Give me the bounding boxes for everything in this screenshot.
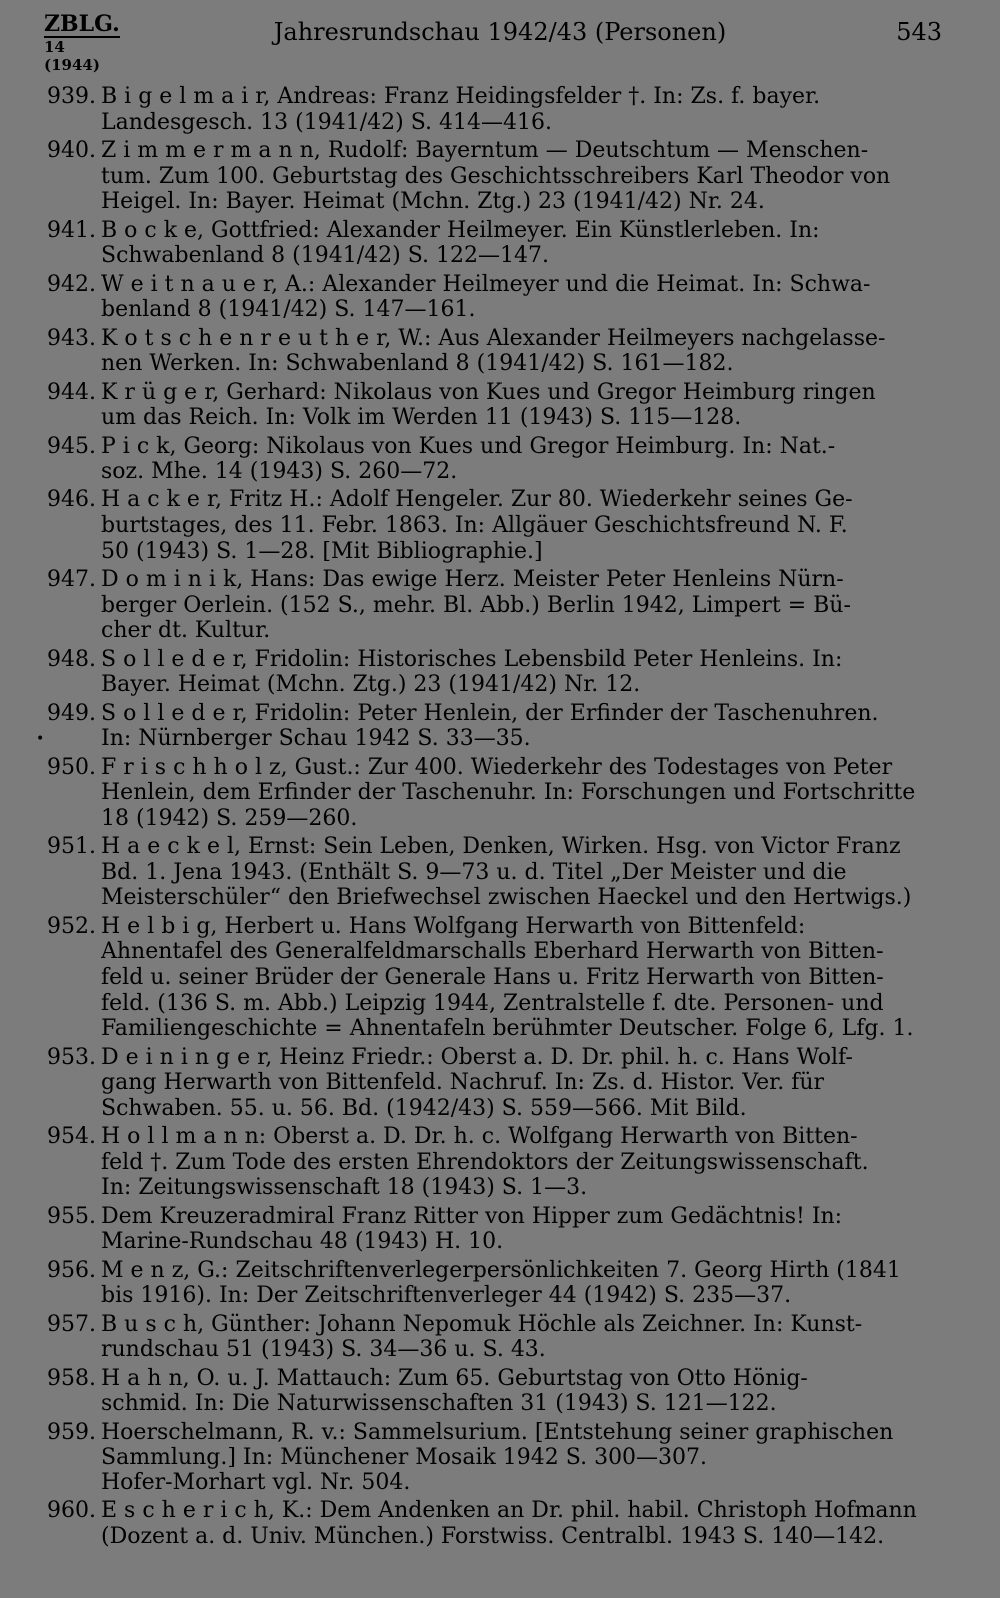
entry-line: burtstages, des 11. Febr. 1863. In: Allgäuer Geschichtsfreund N. F. bbox=[101, 513, 848, 539]
entry-line: 50 (1943) S. 1—28. [Mit Bibliographie.] bbox=[101, 538, 543, 564]
entry-number: 944. bbox=[47, 379, 96, 405]
bibliography-entry bbox=[40, 218, 945, 269]
bibliography-entry bbox=[40, 647, 945, 698]
entry-line: Schwabenland 8 (1941/42) S. 122—147. bbox=[101, 243, 549, 269]
entry-line: Schwaben. 55. u. 56. Bd. (1942/43) S. 559—566. Mit Bild. bbox=[101, 1095, 747, 1121]
bibliography-entry bbox=[40, 834, 945, 911]
entry-line: K o t s c h e n r e u t h e r, W.: Aus Alexander Heilmeyers nachgelasse- bbox=[101, 325, 886, 351]
entry-number: 958. bbox=[47, 1365, 96, 1391]
entry-line: (Dozent a. d. Univ. München.) Forstwiss. Centralbl. 1943 S. 140—142. bbox=[101, 1523, 885, 1549]
journal-code: ZBLG. bbox=[44, 11, 120, 37]
entry-line: Meisterschüler“ den Briefwechsel zwischen Haeckel und den Hertwigs.) bbox=[101, 885, 912, 911]
entry-line: 18 (1942) S. 259—260. bbox=[101, 805, 358, 831]
entry-number: 957. bbox=[47, 1311, 96, 1337]
bibliography-entry bbox=[40, 1420, 945, 1496]
entry-line: tum. Zum 100. Geburtstag des Geschichtsschreibers Karl Theodor von bbox=[101, 163, 891, 189]
bibliography-entry bbox=[40, 487, 945, 564]
entry-line: S o l l e d e r, Fridolin: Peter Henlein, der Erfinder der Taschenuhren. bbox=[101, 700, 879, 726]
entry-line: Z i m m e r m a n n, Rudolf: Bayerntum — Deutschtum — Menschen- bbox=[101, 137, 869, 163]
entry-line: Sammlung.] In: Münchener Mosaik 1942 S. 300—307. bbox=[101, 1445, 708, 1471]
bibliography-entry bbox=[40, 1498, 945, 1549]
bibliography-entry bbox=[40, 272, 945, 323]
entry-line: H a c k e r, Fritz H.: Adolf Hengeler. Zur 80. Wiederkehr seines Ge- bbox=[101, 487, 853, 513]
bibliography-list bbox=[36, 84, 945, 1552]
bibliography-entry bbox=[40, 138, 945, 215]
bibliography-entry bbox=[40, 380, 945, 431]
entry-line: Dem Kreuzeradmiral Franz Ritter von Hipper zum Gedächtnis! In: bbox=[101, 1203, 843, 1229]
entry-line: Landesgesch. 13 (1941/42) S. 414—416. bbox=[101, 109, 552, 135]
entry-line: H a h n, O. u. J. Mattauch: Zum 65. Geburtstag von Otto Hönig- bbox=[101, 1365, 808, 1391]
entry-number: 960. bbox=[47, 1498, 96, 1524]
entry-number: 951. bbox=[47, 834, 96, 860]
entry-number: 955. bbox=[47, 1203, 96, 1229]
entry-number: 949. bbox=[47, 700, 96, 726]
margin-mark: • bbox=[36, 730, 45, 747]
entry-line: Ahnentafel des Generalfeldmarschalls Eberhard Herwarth von Bitten- bbox=[101, 939, 884, 965]
entry-line: Heigel. In: Bayer. Heimat (Mchn. Ztg.) 23 (1941/42) Nr. 24. bbox=[101, 189, 765, 215]
bibliography-entry bbox=[40, 1312, 945, 1363]
entry-line: P i c k, Georg: Nikolaus von Kues und Gregor Heimburg. In: Nat.- bbox=[101, 433, 836, 459]
bibliography-entry bbox=[40, 914, 945, 1042]
entry-line: bis 1916). In: Der Zeitschriftenverleger 44 (1942) S. 235—37. bbox=[101, 1283, 792, 1309]
entry-line: um das Reich. In: Volk im Werden 11 (1943) S. 115—128. bbox=[101, 405, 742, 431]
entry-line: W e i t n a u e r, A.: Alexander Heilmeyer und die Heimat. In: Schwa- bbox=[101, 271, 871, 297]
entry-number: 956. bbox=[47, 1257, 96, 1283]
bibliography-entry bbox=[40, 434, 945, 485]
bibliography-entry bbox=[36, 700, 945, 752]
entry-number: 946. bbox=[47, 487, 96, 513]
journal-volume: 14 (1944) bbox=[44, 38, 100, 74]
page-title: Jahresrundschau 1942/43 (Personen) bbox=[273, 18, 727, 46]
entry-number: 940. bbox=[47, 137, 96, 163]
entry-line: In: Zeitungswissenschaft 18 (1943) S. 1—3. bbox=[101, 1175, 588, 1201]
bibliography-entry bbox=[40, 1124, 945, 1201]
entry-line: feld †. Zum Tode des ersten Ehrendoktors der Zeitungswissenschaft. bbox=[101, 1149, 869, 1175]
entry-line: M e n z, G.: Zeitschriftenverlegerpersönlichkeiten 7. Georg Hirth (1841 bbox=[101, 1257, 901, 1283]
bibliography-entry bbox=[40, 1045, 945, 1122]
entry-number: 954. bbox=[47, 1124, 96, 1150]
entry-line: gang Herwarth von Bittenfeld. Nachruf. In: Zs. d. Histor. Ver. für bbox=[101, 1070, 825, 1096]
entry-line: berger Oerlein. (152 S., mehr. Bl. Abb.) Berlin 1942, Limpert = Bü- bbox=[101, 592, 851, 618]
entry-line: Bd. 1. Jena 1943. (Enthält S. 9—73 u. d. Titel „Der Meister und die bbox=[101, 859, 847, 885]
entry-line: H o l l m a n n: Oberst a. D. Dr. h. c. Wolfgang Herwarth von Bitten- bbox=[101, 1124, 858, 1150]
bibliography-entry bbox=[40, 326, 945, 377]
bibliography-entry bbox=[40, 567, 945, 644]
entry-line: B o c k e, Gottfried: Alexander Heilmeyer. Ein Künstlerleben. In: bbox=[101, 217, 820, 243]
entry-number: 959. bbox=[47, 1419, 96, 1445]
entry-line: schmid. In: Die Naturwissenschaften 31 (1943) S. 121—122. bbox=[101, 1391, 777, 1417]
entry-number: 948. bbox=[47, 646, 96, 672]
bibliography-entry bbox=[40, 84, 945, 135]
entry-line: H e l b i g, Herbert u. Hans Wolfgang Herwarth von Bittenfeld: bbox=[101, 913, 806, 939]
entry-line: Henlein, dem Erfinder der Taschenuhr. In: Forschungen und Fortschritte bbox=[101, 780, 916, 806]
entry-line: B u s c h, Günther: Johann Nepomuk Höchle als Zeichner. In: Kunst- bbox=[101, 1311, 863, 1337]
entry-number: 945. bbox=[47, 433, 96, 459]
cross-reference: Hofer-Morhart vgl. Nr. 504. bbox=[101, 1469, 411, 1495]
bibliography-entry bbox=[40, 1366, 945, 1417]
entry-line: D o m i n i k, Hans: Das ewige Herz. Meister Peter Henleins Nürn- bbox=[101, 567, 844, 593]
entry-line: S o l l e d e r, Fridolin: Historisches Lebensbild Peter Henleins. In: bbox=[101, 646, 843, 672]
entry-line: H a e c k e l, Ernst: Sein Leben, Denken, Wirken. Hsg. von Victor Franz bbox=[101, 834, 901, 860]
entry-number: 947. bbox=[47, 567, 96, 593]
entry-line: Familiengeschichte = Ahnentafeln berühmter Deutscher. Folge 6, Lfg. 1. bbox=[101, 1016, 914, 1042]
bibliography-entry bbox=[40, 1258, 945, 1309]
entry-line: E s c h e r i c h, K.: Dem Andenken an Dr. phil. habil. Christoph Hofmann bbox=[101, 1498, 917, 1524]
entry-line: Bayer. Heimat (Mchn. Ztg.) 23 (1941/42) Nr. 12. bbox=[101, 672, 641, 698]
entry-line: B i g e l m a i r, Andreas: Franz Heidingsfelder †. In: Zs. f. bayer. bbox=[101, 84, 821, 109]
entry-number: 950. bbox=[47, 754, 96, 780]
entry-number: 941. bbox=[47, 217, 96, 243]
entry-line: soz. Mhe. 14 (1943) S. 260—72. bbox=[101, 459, 458, 485]
bibliography-entry bbox=[40, 1204, 945, 1255]
entry-line: cher dt. Kultur. bbox=[101, 618, 271, 644]
entry-line: feld u. seiner Brüder der Generale Hans u. Fritz Herwarth von Bitten- bbox=[101, 964, 884, 990]
entry-line: nen Werken. In: Schwabenland 8 (1941/42) S. 161—182. bbox=[101, 351, 734, 377]
entry-line: Marine-Rundschau 48 (1943) H. 10. bbox=[101, 1229, 504, 1255]
entry-number: 953. bbox=[47, 1044, 96, 1070]
entry-line: rundschau 51 (1943) S. 34—36 u. S. 43. bbox=[101, 1337, 546, 1363]
entry-line: Hoerschelmann, R. v.: Sammelsurium. [Entstehung seiner graphischen bbox=[101, 1419, 894, 1445]
entry-number: 942. bbox=[47, 271, 96, 297]
entry-line: In: Nürnberger Schau 1942 S. 33—35. bbox=[101, 726, 531, 752]
entry-line: benland 8 (1941/42) S. 147—161. bbox=[101, 297, 476, 323]
entry-line: feld. (136 S. m. Abb.) Leipzig 1944, Zentralstelle f. dte. Personen- und bbox=[101, 990, 884, 1016]
page-number: 543 bbox=[896, 18, 942, 46]
entry-line: K r ü g e r, Gerhard: Nikolaus von Kues und Gregor Heimburg ringen bbox=[101, 379, 876, 405]
entry-line: F r i s c h h o l z, Gust.: Zur 400. Wiederkehr des Todestages von Peter bbox=[101, 754, 893, 780]
entry-number: 939. bbox=[47, 84, 96, 109]
bibliography-entry bbox=[40, 755, 945, 832]
entry-number: 943. bbox=[47, 325, 96, 351]
entry-number: 952. bbox=[47, 913, 96, 939]
entry-line: D e i n i n g e r, Heinz Friedr.: Oberst a. D. Dr. phil. h. c. Hans Wolf- bbox=[101, 1044, 853, 1070]
